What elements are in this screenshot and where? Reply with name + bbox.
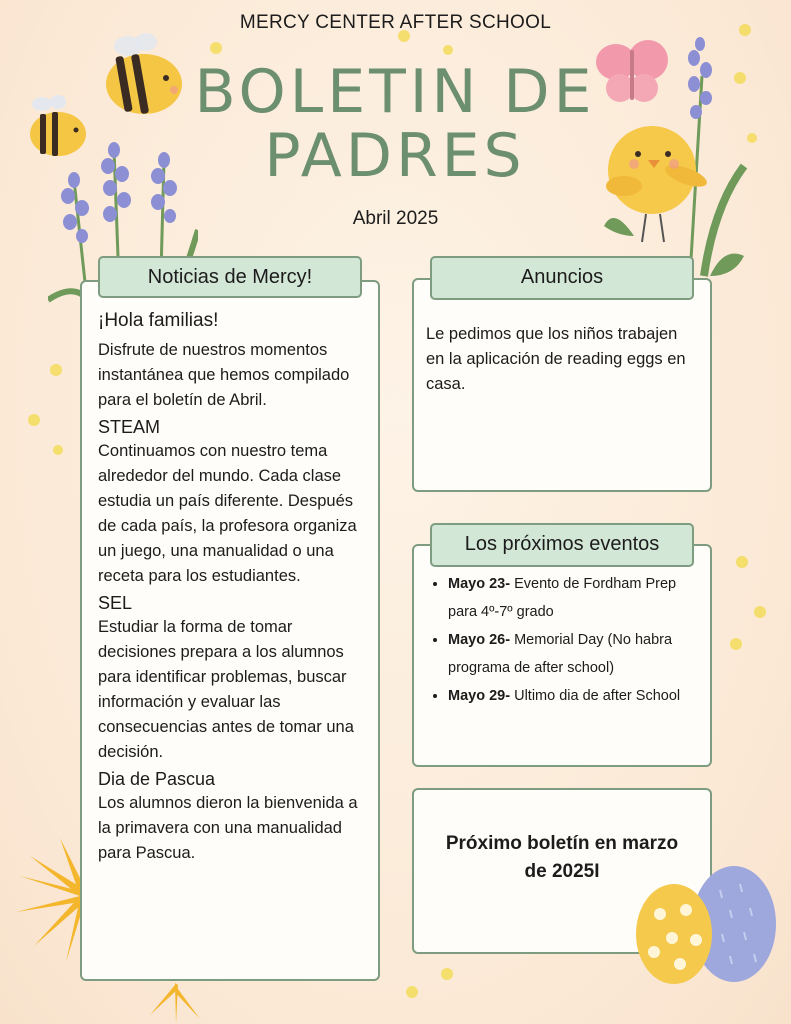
list-item (448, 682, 702, 710)
event-date: Mayo 23- (448, 576, 511, 592)
greeting: ¡Hola familias! (98, 310, 219, 331)
events-panel (412, 544, 712, 767)
event-date: Mayo 29- (448, 688, 511, 704)
issue-date: Abril 2025 (352, 208, 439, 229)
events-tab-label: Los próximos eventos (430, 523, 694, 567)
event-text: Memorial Day (No habra programa de after school) (448, 632, 673, 676)
list-item (448, 570, 702, 626)
section-heading-steam: STEAM (98, 417, 161, 437)
news-panel (80, 280, 380, 981)
announcements-panel (412, 278, 712, 492)
next-newsletter-text: Próximo boletín en marzo de 2025I (445, 833, 679, 882)
announcement-text: Le pedimos que los niños trabajen en la aplicación de reading eggs en casa. (426, 325, 686, 393)
event-text: Ultimo dia de after School (510, 688, 681, 704)
section-heading-pascua: Dia de Pascua (98, 769, 216, 789)
news-tab-label: Noticias de Mercy! (98, 256, 362, 298)
event-text: Evento de Fordham Prep para 4º-7º grado (448, 576, 677, 620)
section-body-pascua: Los alumnos dieron la bienvenida a la primavera con una manualidad para Pascua. (98, 794, 358, 862)
section-heading-sel: SEL (98, 593, 133, 613)
page-title: BOLETIN DE PADRES (194, 57, 596, 191)
org-name: MERCY CENTER AFTER SCHOOL (239, 12, 552, 33)
announcements-tab-label: Anuncios (430, 256, 694, 300)
section-body-sel: Estudiar la forma de tomar decisiones prepara a los alumnos para identificar problemas, buscar información y evaluar las consecuencias antes de tomar una decisión. (98, 618, 354, 761)
list-item (448, 626, 702, 682)
egg-icon (630, 860, 780, 990)
events-list (428, 570, 702, 710)
event-date: Mayo 26- (448, 632, 511, 648)
section-body-steam: Continuamos con nuestro tema alrededor del mundo. Cada clase estudia un país diferente. Después de cada país, la profesora organiza un juego, una manualidad o una receta para los estudiantes. (98, 442, 357, 585)
news-intro: Disfrute de nuestros momentos instantánea que hemos compilado para el boletín de Abril. (98, 341, 350, 409)
